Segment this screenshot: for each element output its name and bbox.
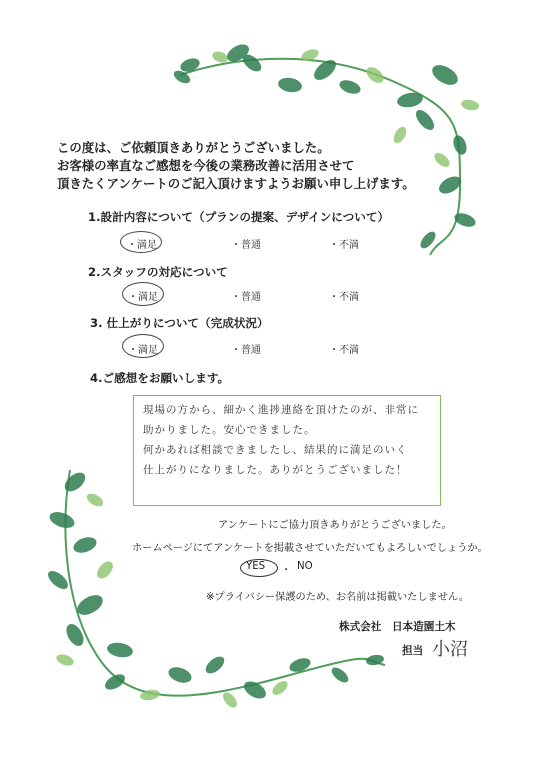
question-1-option-average[interactable]: ・普通 [231, 240, 261, 251]
comment-line-1: 現場の方から、細かく進捗連絡を頂けたのが、非常に [143, 404, 419, 416]
person-label: 担当 [402, 645, 424, 657]
question-3-option-average[interactable]: ・普通 [231, 345, 261, 356]
question-1-option-satisfied[interactable]: ・満足 [127, 240, 157, 251]
privacy-note: ※プライバシー保護のため、お名前は掲載いたしません。 [206, 592, 469, 603]
question-1-option-dissatisfied[interactable]: ・不満 [329, 240, 359, 251]
comment-line-2: 助かりました。安心できました。 [143, 424, 316, 436]
question-3-title: 3. 仕上がりについて（完成状況） [90, 316, 269, 330]
comment-title: 4.ご感想をお願いします。 [90, 371, 230, 385]
question-3-option-satisfied[interactable]: ・満足 [128, 345, 158, 356]
option-separator: ・ [281, 565, 292, 576]
question-3-option-dissatisfied[interactable]: ・不満 [329, 345, 359, 356]
question-2-option-satisfied[interactable]: ・満足 [128, 292, 158, 303]
thanks-text: アンケートにご協力頂きありがとうございました。 [218, 520, 452, 531]
question-2-option-average[interactable]: ・普通 [231, 292, 261, 303]
yes-option[interactable]: YES [246, 561, 266, 572]
comment-line-3: 何かあれば相談できましたし、結果的に満足のいく [143, 444, 408, 456]
no-option[interactable]: NO [297, 561, 313, 572]
person-name: 小沼 [432, 639, 468, 660]
comment-line-4: 仕上がりになりました。ありがとうございました！ [143, 464, 408, 476]
question-2-option-dissatisfied[interactable]: ・不満 [329, 292, 359, 303]
question-1-title: 1.設計内容について（プランの提案、デザインについて） [88, 210, 390, 224]
intro-line-2: お客様の率直なご感想を今後の業務改善に活用させて [57, 158, 355, 173]
intro-text [57, 139, 415, 193]
company-name: 株式会社 日本造園土木 [339, 621, 456, 633]
intro-line-1: この度は、ご依頼頂きありがとうございました。 [57, 140, 330, 155]
question-2-title: 2.スタッフの対応について [88, 265, 228, 279]
intro-line-3: 頂きたくアンケートのご記入頂けますようお願い申し上げます。 [57, 176, 415, 191]
publish-question: ホームページにてアンケートを掲載させていただいてもよろしいでしょうか。 [132, 543, 488, 554]
